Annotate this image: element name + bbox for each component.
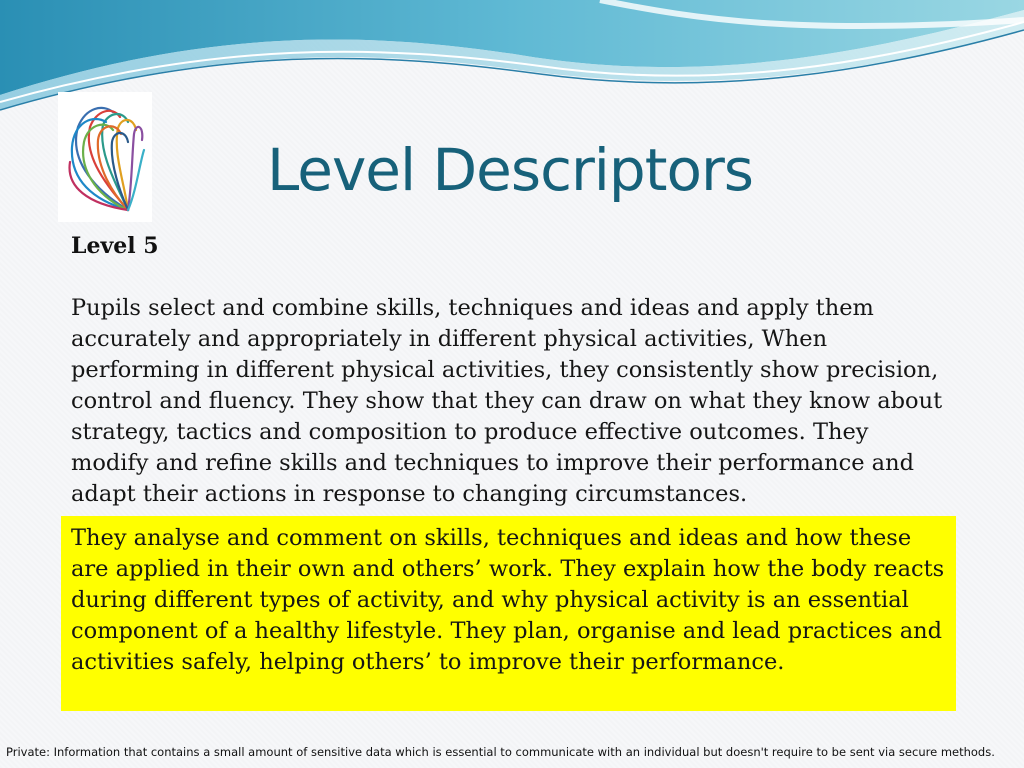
slide-title: Level Descriptors	[266, 136, 754, 204]
wave-decoration	[0, 0, 1024, 120]
classification-footer: Private: Information that contains a small amount of sensitive data which is essential to communicate with an individual but doesn't require to be sent via secure methods.	[6, 745, 995, 759]
colorful-leaf-logo-icon	[58, 92, 152, 222]
highlighted-paragraph: They analyse and comment on skills, techniques and ideas and how these are applied in their own and others’ work. They explain how the body reacts during different types of activity, and why physical activity is an essential component of a healthy lifestyle. They plan, organise and lead practices and activities safely, helping others’ to improve their performance.	[61, 516, 956, 711]
level-heading: Level 5	[71, 233, 159, 259]
level-description-paragraph: Pupils select and combine skills, techniques and ideas and apply them accurately and appropriately in different physical activities, When performing in different physical activities, they consistently show precision, control and fluency. They show that they can draw on what they know about strategy, tactics and composition to produce effective outcomes. They modify and refine skills and techniques to improve their performance and adapt their actions in response to changing circumstances.	[71, 295, 943, 507]
